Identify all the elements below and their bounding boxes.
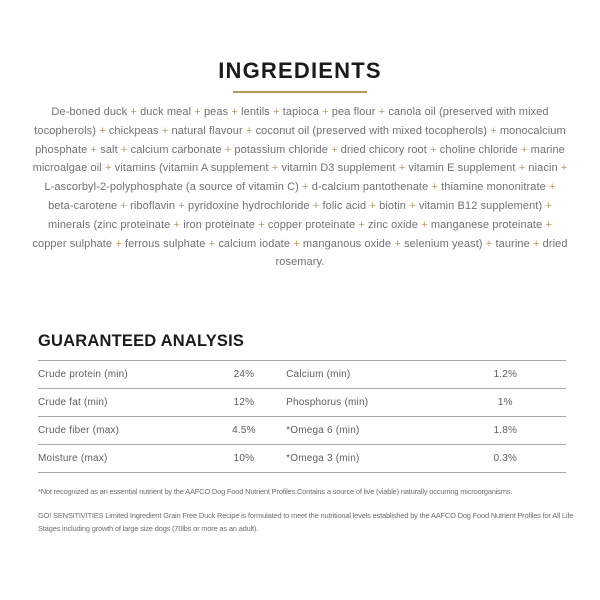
nutrient-label: Calcium (min): [286, 369, 351, 380]
nutrient-label: Crude protein (min): [38, 369, 128, 380]
plus-separator: +: [161, 124, 169, 137]
table-row: [38, 361, 566, 389]
guaranteed-analysis-table: [38, 360, 566, 473]
plus-separator: +: [430, 143, 437, 156]
plus-separator: +: [90, 143, 98, 156]
plus-separator: +: [394, 237, 401, 250]
plus-separator: +: [322, 106, 329, 118]
nutrient-value: 24%: [233, 369, 255, 380]
table-row: [38, 445, 566, 473]
nutrient-value: 1.2%: [493, 369, 518, 380]
nutrient-label: Crude fat (min): [38, 397, 108, 408]
plus-separator: +: [378, 106, 386, 118]
nutrient-value: 1.8%: [493, 425, 518, 436]
plus-separator: +: [258, 218, 265, 231]
plus-separator: +: [120, 199, 127, 212]
plus-separator: +: [331, 143, 338, 156]
plus-separator: +: [224, 143, 232, 156]
plus-separator: +: [208, 237, 216, 250]
nutrient-label: Crude fiber (max): [38, 425, 120, 436]
plus-separator: +: [178, 199, 185, 212]
plus-separator: +: [409, 199, 416, 212]
plus-separator: +: [369, 199, 376, 212]
plus-separator: +: [398, 162, 406, 175]
plus-separator: +: [115, 237, 122, 250]
plus-separator: +: [421, 218, 428, 231]
plus-separator: +: [358, 218, 365, 231]
nutrient-label: Phosphorus (min): [286, 397, 369, 408]
plus-separator: +: [485, 237, 493, 250]
nutrient-value: 1%: [497, 397, 513, 408]
plus-separator: +: [245, 124, 253, 137]
footnote-omega-disclaimer: *Not recognized as an essential nutrient by the AAFCO Dog Food Nutrient Profiles.Contains a source of live (viable) naturally occurring microorganisms.: [38, 487, 513, 496]
plus-separator: +: [431, 181, 438, 194]
plus-separator: +: [120, 143, 128, 156]
nutrient-value: 12%: [233, 397, 255, 408]
plus-separator: +: [312, 199, 320, 212]
plus-separator: +: [194, 106, 201, 118]
footnote-aafco-statement: GO! SENSITIVITIES Limited Ingredient Grain Free Duck Recipe is formulated to meet the nutritional levels established by the AAFCO Dog Food Nutrient Profiles for All Life Stages including growth of large size dogs (70lbs or more as an adult).: [38, 511, 574, 533]
plus-separator: +: [302, 181, 309, 194]
nutrient-label: *Omega 3 (min): [286, 453, 360, 464]
ingredients-paragraph: De-boned duck + duck meal + peas + lentils + tapioca + pea flour + canola oil (preserved with mixed tocopherols) + chickpeas + natural flavour + coconut oil (preserved with mixed tocopherols) + monocalcium phosphate + salt + calcium carbonate + potassium chloride + dried chicory root + choline chloride + marine microalgae oil + vitamins (vitamin A supplement + vitamin D3 supplement + vitamin E supplement + niacin + L-ascorbyl-2-polyphosphate (a source of vitamin C) + d-calcium pantothenate + thiamine mononitrate + beta-carotene + riboflavin + pyridoxine hydrochloride + folic acid + biotin + vitamin B12 supplement) + minerals (zinc proteinate + iron proteinate + copper proteinate + zinc oxide + manganese proteinate + copper sulphate + ferrous sulphate + calcium iodate + manganous oxide + selenium yeast) + taurine + dried rosemary.: [32, 106, 568, 269]
plus-separator: +: [231, 106, 238, 118]
nutrient-label: *Omega 6 (min): [286, 425, 360, 436]
table-row: [38, 389, 566, 417]
plus-separator: +: [293, 237, 300, 250]
nutrient-label: Moisture (max): [38, 453, 108, 464]
plus-separator: +: [518, 162, 526, 175]
plus-separator: +: [273, 106, 280, 118]
plus-separator: +: [545, 218, 552, 231]
plus-separator: +: [130, 106, 137, 118]
table-row: [38, 417, 566, 445]
nutrient-value: 10%: [233, 453, 255, 464]
plus-separator: +: [545, 199, 552, 212]
plus-separator: +: [549, 181, 556, 194]
plus-separator: +: [104, 162, 112, 175]
nutrient-value: 4.5%: [232, 425, 256, 436]
plus-separator: +: [490, 124, 497, 137]
plus-separator: +: [271, 162, 279, 175]
ingredients-title: INGREDIENTS: [218, 58, 382, 83]
plus-separator: +: [520, 143, 528, 156]
plus-separator: +: [532, 237, 540, 250]
title-underline-rule: [233, 91, 367, 93]
plus-separator: +: [99, 124, 106, 137]
guaranteed-analysis-title: GUARANTEED ANALYSIS: [38, 332, 245, 350]
nutrient-value: 0.3%: [493, 453, 518, 464]
plus-separator: +: [173, 218, 181, 231]
plus-separator: +: [560, 162, 568, 175]
